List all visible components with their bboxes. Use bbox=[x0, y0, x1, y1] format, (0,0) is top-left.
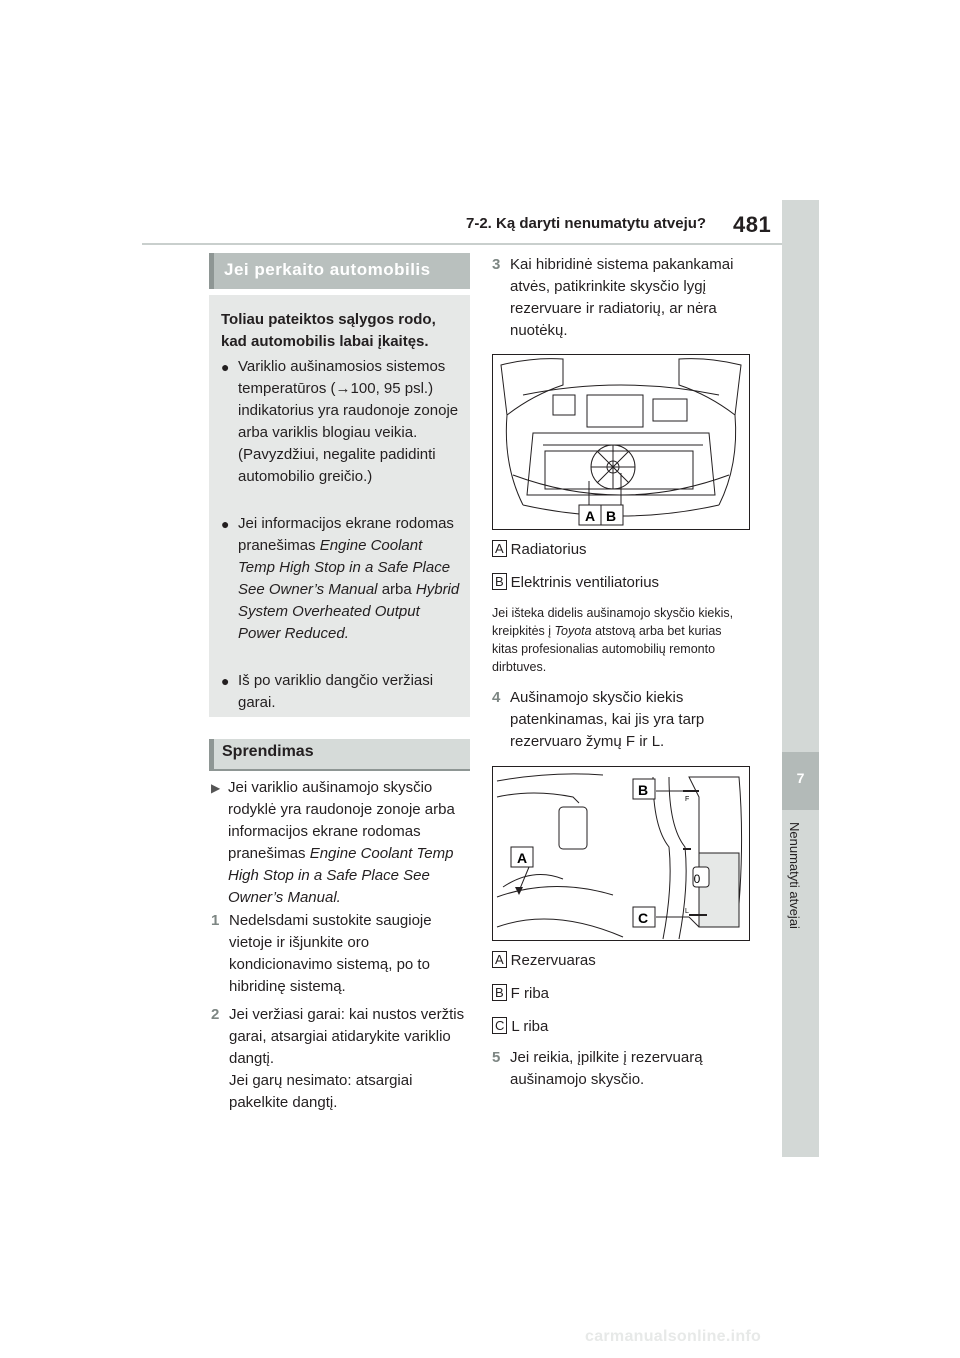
leak-note: Jei išteka didelis aušinamojo skysčio kiekis, kreipkitės į Toyota atstovą arba bet kurias kitas profesionalias automobilių remonto dirbtuves. bbox=[492, 606, 734, 674]
label-tag: B bbox=[492, 984, 507, 1001]
l-mark: L bbox=[685, 908, 689, 915]
step-text: Jei reikia, įpilkite į rezervuarą aušinamojo skysčio. bbox=[510, 1049, 703, 1088]
label-tag: B bbox=[492, 573, 507, 590]
figure1-label-a bbox=[492, 540, 587, 560]
step-3: 3 Kai hibridinė sistema pakankamai atvės, patikrinkite skysčio lygį rezervuare ir radiatorių, ar nėra nuotėkų. bbox=[492, 254, 752, 342]
label-text: Rezervuaras bbox=[510, 952, 596, 969]
conditions-intro: Toliau pateiktos sąlygos rodo, kad automobilis labai įkaitęs. bbox=[221, 311, 436, 350]
solution-condition bbox=[211, 777, 466, 909]
callout-a: A bbox=[517, 850, 528, 866]
section-title: Jei perkaito automobilis bbox=[224, 260, 431, 279]
label-tag: C bbox=[492, 1017, 507, 1034]
step-2: 2 Jei veržiasi garai: kai nustos veržtis garai, atsargiai atidarykite variklio dangtį. Jei garų nesimato: atsargiai pakelkite dangtį. bbox=[211, 1004, 466, 1114]
step-5: 5 Jei reikia, įpilkite į rezervuarą aušinamojo skysčio. bbox=[492, 1047, 752, 1091]
step-text: Nedelsdami sustokite saugioje vietoje ir išjunkite oro kondicionavimo sistemą, po to hibridinę sistemą. bbox=[229, 912, 432, 995]
figure2-label-c bbox=[492, 1017, 548, 1037]
page-number: 481 bbox=[733, 212, 772, 237]
engine-bay-drawing bbox=[493, 355, 749, 529]
condition-text: Variklio aušinamosios sistemos temperatūros (→100, 95 psl.) indikatorius yra raudonoje zonoje arba variklis blogiau veikia. (Pavyzdžiui, negalite padidinti automobilio greičio.) bbox=[238, 358, 459, 485]
condition-bullet bbox=[221, 670, 461, 714]
figure1-label-b bbox=[492, 573, 659, 593]
label-text: F riba bbox=[510, 985, 550, 1002]
figure2-label-a bbox=[492, 951, 596, 971]
bullet-dot-icon: ● bbox=[221, 359, 230, 375]
reservoir-drawing bbox=[493, 767, 749, 940]
watermark: carmanualsonline.info bbox=[585, 1328, 762, 1345]
label-text: Elektrinis ventiliatorius bbox=[510, 574, 660, 591]
reservoir-illustration bbox=[492, 766, 750, 941]
bullet-dot-icon: ● bbox=[221, 516, 230, 532]
section-heading: 7-2. Ką daryti nenumatytu atveju? bbox=[466, 215, 707, 232]
callout-c: C bbox=[638, 910, 649, 926]
chapter-number: 7 bbox=[796, 770, 805, 786]
figure2-label-b bbox=[492, 984, 549, 1004]
solution-rule bbox=[209, 769, 470, 771]
chapter-side-tab bbox=[782, 200, 819, 1157]
step-text: Kai hibridinė sistema pakankamai atvės, patikrinkite skysčio lygį rezervuare ir radiatorių, ar nėra nuotėkų. bbox=[510, 256, 734, 339]
engine-bay-illustration bbox=[492, 354, 750, 530]
solution-title: Sprendimas bbox=[222, 743, 314, 760]
step-1: 1 Nedelsdami sustokite saugioje vietoje ir išjunkite oro kondicionavimo sistemą, po to hibridinę sistemą. bbox=[211, 910, 466, 998]
chapter-label: Nenumatyti atvejai bbox=[787, 822, 802, 929]
condition-bullet bbox=[221, 356, 461, 488]
header-rule bbox=[142, 243, 782, 245]
label-tag: A bbox=[492, 951, 507, 968]
callout-a: A bbox=[585, 508, 596, 524]
message-text: Engine Coolant Temp High Stop in a Safe Place See Owner’s Manual bbox=[238, 537, 451, 598]
f-mark: F bbox=[685, 796, 690, 803]
triangle-arrow-icon: ▶ bbox=[211, 781, 221, 795]
label-tag: A bbox=[492, 540, 507, 557]
label-text: L riba bbox=[511, 1018, 549, 1035]
solution-condition-text: Jei variklio aušinamojo skysčio rodyklė yra raudonoje zonoje arba informacijos ekrane rodomas pranešimas Engine Coolant Temp High Stop in a Safe Place See Owner’s Manual. bbox=[228, 779, 455, 906]
step-text: Aušinamojo skysčio kiekis patenkinamas, kai jis yra tarp rezervuaro žymų F ir L. bbox=[510, 689, 705, 750]
condition-bullet bbox=[221, 513, 461, 645]
callout-b: B bbox=[638, 782, 649, 798]
step-4: 4 Aušinamojo skysčio kiekis patenkinamas, kai jis yra tarp rezervuaro žymų F ir L. bbox=[492, 687, 752, 753]
callout-b: B bbox=[606, 508, 617, 524]
label-text: Radiatorius bbox=[510, 541, 587, 558]
svg-text:0: 0 bbox=[693, 872, 701, 886]
message-text: Hybrid System Overheated Output Power Reduced. bbox=[238, 581, 460, 642]
step-text: Jei veržiasi garai: kai nustos veržtis garai, atsargiai atidarykite variklio dangtį. Jei garų nesimato: atsargiai pakelkite dangtį. bbox=[229, 1006, 465, 1111]
condition-text: Jei informacijos ekrane rodomas pranešimas Engine Coolant Temp High Stop in a Safe Place See Owner’s Manual arba Hybrid System Overheated Output Power Reduced. bbox=[238, 515, 460, 642]
condition-text: Iš po variklio dangčio veržiasi garai. bbox=[238, 672, 434, 711]
bullet-dot-icon: ● bbox=[221, 673, 230, 689]
